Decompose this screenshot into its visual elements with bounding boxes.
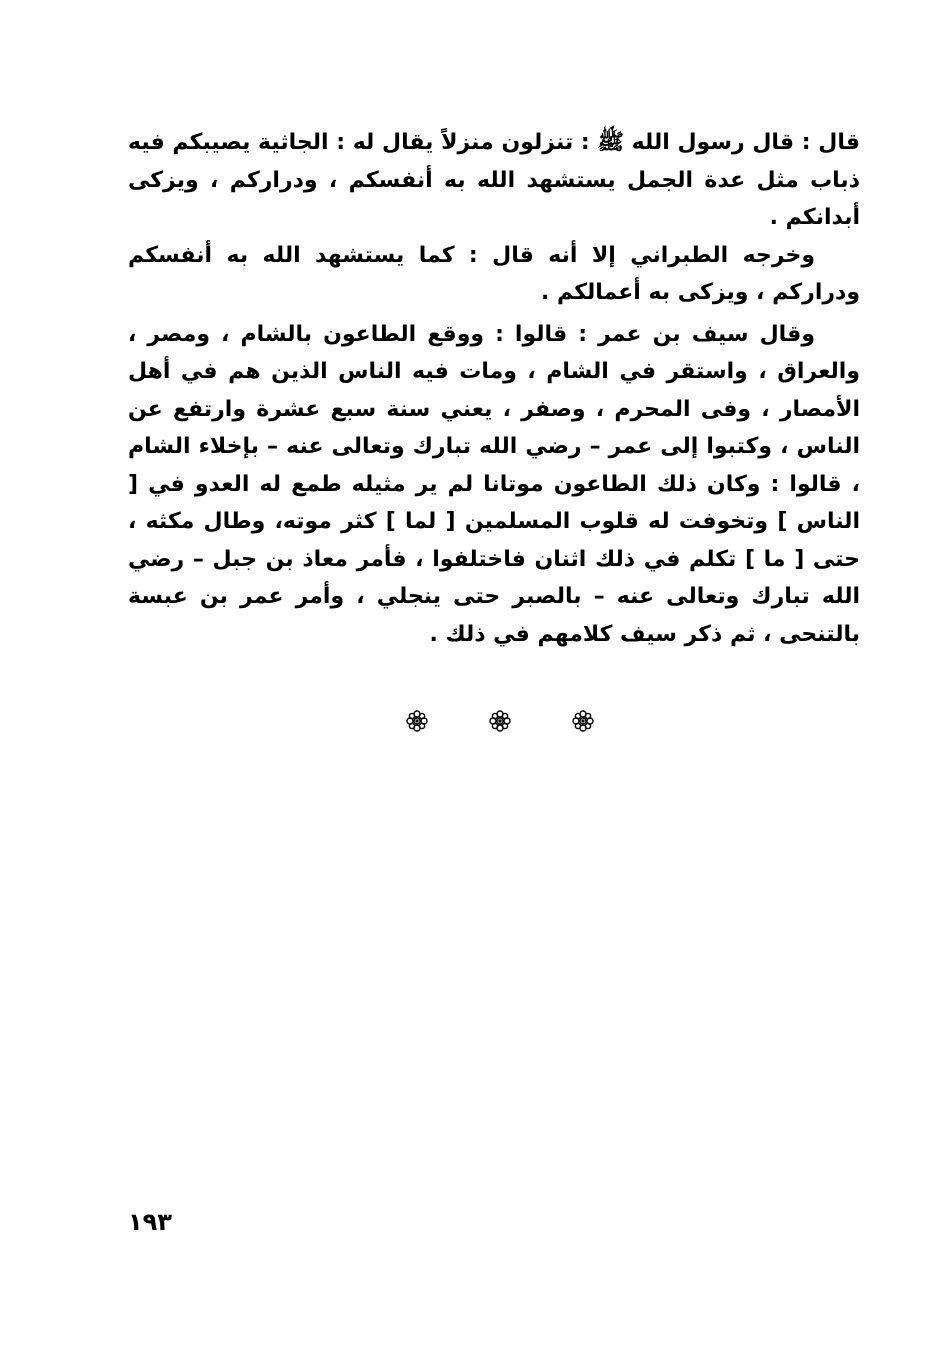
flower-ornament-icon (488, 709, 512, 733)
flower-ornament-icon (405, 709, 429, 733)
paragraph-2: وخرجه الطبراني إلا أنه قال : كما يستشهد الله به أنفسكم ودراركم ، ويزكى به أعمالكم . (128, 242, 860, 305)
page-number: ١٩٣ (128, 1208, 172, 1236)
paragraph-1: قال : قال رسول الله ﷺ : تنزلون منزلاً يقال له : الجاثية يصيبكم فيه ذباب مثل عدة الجمل يستشهد الله به أنفسكم ، ودراركم ، ويزكى أبدانكم . (128, 130, 860, 230)
body-text (128, 124, 860, 653)
flower-ornament-icon (571, 709, 595, 733)
section-divider-ornaments (405, 708, 595, 734)
paragraph-3: وقال سيف بن عمر : قالوا : ووقع الطاعون بالشام ، ومصر ، والعراق ، واستقر في الشام ، ومات فيه الناس الذين هم في أهل الأمصار ، وفى المحرم ، وصفر ، يعني سنة سبع عشرة وارتفع عن الناس ، وكتبوا إلى عمر – رضي الله تبارك وتعالى عنه – بإخلاء الشام ، قالوا : وكان ذلك الطاعون موتانا لم ير مثيله طمع له العدو في [ الناس ] وتخوفت له قلوب المسلمين [ لما ] كثر موته، وطال مكثه ، حتى [ ما ] تكلم في ذلك اثنان فاختلفوا ، فأمر معاذ بن جبل – رضي الله تبارك وتعالى عنه – بالصبر حتى ينجلي ، وأمر عمر بن عبسة بالتنحى ، ثم ذكر سيف كلامهم في ذلك . (128, 321, 860, 647)
